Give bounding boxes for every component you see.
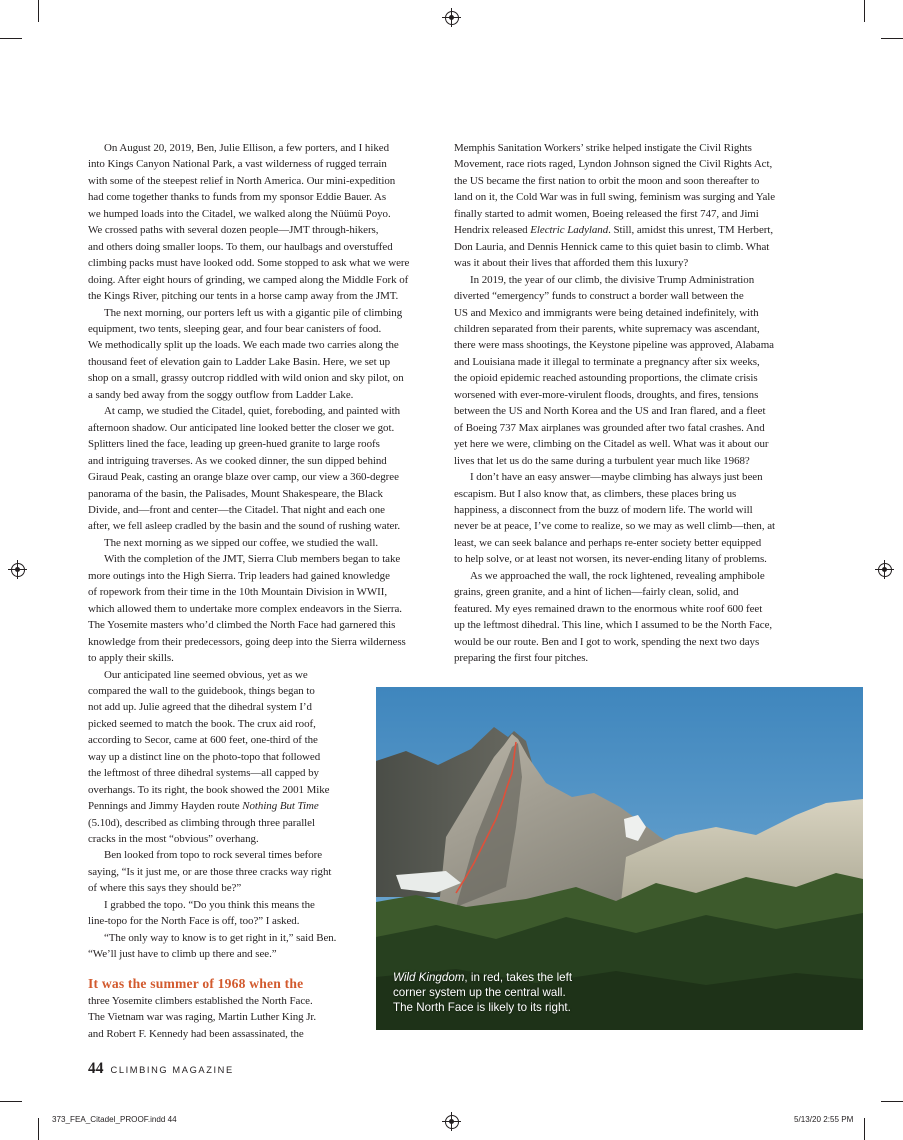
crop-mark	[0, 38, 22, 39]
text-line: corner system up the central wall.	[393, 986, 566, 1000]
text-line: As we approached the wall, the rock lightened, revealing amphibole	[470, 569, 765, 582]
text-line: after, we fell asleep cradled by the basin and the sound of rushing water.	[88, 520, 401, 533]
article-right-column	[454, 140, 810, 667]
text-line: we humped loads into the Citadel, we walked along the Nüümü Poyo.	[88, 207, 391, 220]
text-line: featured. My eyes remained drawn to the enormous white roof 600 feet	[454, 602, 763, 615]
citadel-photo	[376, 687, 863, 1030]
text-line: The Vietnam war was raging, Martin Luther King Jr.	[88, 1011, 317, 1024]
text-line: I don’t have an easy answer—maybe climbing has always just been	[470, 471, 763, 484]
crop-mark	[864, 1118, 865, 1140]
text-line: preparing the first four pitches.	[454, 652, 589, 665]
text-line: cracks in the most “obvious” overhang.	[88, 833, 259, 846]
text-line: Divide, and—front and center—the Citadel. That night and each one	[88, 503, 385, 516]
crop-mark	[881, 1101, 903, 1102]
crop-mark	[864, 0, 865, 22]
text-line: overhangs. To its right, the book showed the 2001 Mike	[88, 783, 330, 796]
paragraph	[88, 551, 433, 666]
text-line: Don Lauria, and Dennis Hennick came to this quiet basin to climb. What	[454, 240, 770, 253]
photo-caption	[393, 970, 572, 1016]
text-line: escapism. But I also know that, as climbers, these places bring us	[454, 487, 737, 500]
text-line: which allowed them to undertake more complex endeavors in the Sierra.	[88, 602, 402, 615]
paragraph	[454, 140, 810, 272]
text-line: lives that let us do the same during a turbulent year much like 1968?	[454, 454, 750, 467]
text-line: finally started to admit women, Boeing released the first 747, and Jimi	[454, 207, 759, 220]
page-number: 44	[88, 1060, 104, 1077]
registration-mark-icon	[445, 11, 459, 25]
text-line: into Kings Canyon National Park, a vast wilderness of rugged terrain	[88, 158, 387, 171]
text-line: was it about their lives that afforded them this luxury?	[454, 257, 689, 270]
text-line: Giraud Peak, casting an orange blaze over camp, our view a 360-degree	[88, 471, 399, 484]
text-line: picked seemed to match the book. The crux aid roof,	[88, 717, 316, 730]
text-line: saying, “Is it just me, or are those three cracks way right	[88, 865, 332, 878]
text-line: panorama of the basin, the Palisades, Mount Shakespeare, the Black	[88, 487, 383, 500]
slug-date: 5/13/20 2:55 PM	[794, 1115, 854, 1124]
text-line: diverted “emergency” funds to construct a border wall between the	[454, 290, 744, 303]
text-line: the leftmost of three dihedral systems—all capped by	[88, 767, 319, 780]
text-line: In 2019, the year of our climb, the divisive Trump Administration	[470, 273, 755, 286]
text-line: least, we can seek balance and perhaps re-enter society better equipped	[454, 536, 762, 549]
text-line: knowledge from their predecessors, going deep into the Sierra wilderness	[88, 635, 406, 648]
paragraph	[454, 272, 810, 469]
text-line: and intriguing traverses. As we cooked dinner, the sun dipped behind	[88, 454, 387, 467]
text-line: On August 20, 2019, Ben, Julie Ellison, a few porters, and I hiked	[104, 142, 389, 154]
text-line: “The only way to know is to get right in it,” said Ben.	[104, 931, 337, 944]
crop-mark	[38, 1118, 39, 1140]
text-line: shop on a small, grassy outcrop riddled with wild onion and sky pilot, on	[88, 372, 404, 385]
text-line: We methodically split up the loads. We each made two carries along the	[88, 339, 399, 352]
crop-mark	[38, 0, 39, 22]
paragraph	[88, 403, 433, 535]
text-line: Memphis Sanitation Workers’ strike helped instigate the Civil Rights	[454, 142, 752, 154]
text-line: At camp, we studied the Citadel, quiet, foreboding, and painted with	[104, 405, 401, 418]
paragraph	[88, 140, 433, 305]
text-line: and Louisiana made it illegal to terminate a pregnancy after six weeks,	[454, 355, 760, 368]
text-line: I grabbed the topo. “Do you think this means the	[104, 898, 315, 911]
text-line: Movement, race riots raged, Lyndon Johnson signed the Civil Rights Act,	[454, 158, 773, 171]
text-line: equipment, two tents, sleeping gear, and four bear canisters of food.	[88, 322, 382, 335]
registration-mark-icon	[445, 1115, 459, 1129]
text-line: climbing packs must have looked odd. Some stopped to ask what we were	[88, 257, 410, 270]
text-line: The next morning, our porters left us with a gigantic pile of climbing	[104, 306, 403, 319]
text-line: The North Face is likely to its right.	[393, 1001, 571, 1015]
text-line: of Boeing 737 Max airplanes was grounded after two fatal crashes. And	[454, 421, 765, 434]
text-line: three Yosemite climbers established the North Face.	[88, 994, 313, 1007]
text-line: The Yosemite masters who’d climbed the North Face had garnered this	[88, 619, 396, 632]
text-line: of ropework from their time in the 10th Mountain Division in WWII,	[88, 586, 388, 599]
paragraph	[454, 469, 810, 568]
text-line: Ben looked from topo to rock several times before	[104, 849, 323, 862]
paragraph	[88, 305, 433, 404]
text-line: to apply their skills.	[88, 652, 174, 665]
paragraph	[88, 535, 433, 551]
text-line: had come together thanks to funds from my sponsor Eddie Bauer. As	[88, 191, 387, 204]
text-line: The next morning as we sipped our coffee, we studied the wall.	[104, 536, 379, 549]
section-lead-in: It was the summer of 1968 when the	[88, 975, 304, 991]
text-line: to help solve, or at least not worsen, its never-ending litany of problems.	[454, 553, 767, 566]
text-line: doing. After eight hours of grinding, we camped along the Middle Fork of	[88, 273, 409, 286]
text-line: the US became the first nation to orbit the moon and soon thereafter to	[454, 174, 760, 187]
registration-mark-icon	[11, 563, 25, 577]
text-line: never be at peace, I’ve come to realize, so we may as well climb—then, at	[454, 520, 775, 533]
crop-mark	[0, 1101, 22, 1102]
text-line: “We’ll just have to climb up there and see.”	[88, 948, 277, 961]
text-line: land on it, the Cold War was in full swing, feminism was surging and Yale	[454, 191, 776, 204]
text-line: would be our route. Ben and I got to work, spending the next two days	[454, 635, 760, 648]
text-line: not add up. Julie agreed that the dihedral system I’d	[88, 701, 312, 714]
text-line: there were mass shootings, the Keystone pipeline was approved, Alabama	[454, 339, 774, 352]
text-line: and Robert F. Kennedy had been assassinated, the	[88, 1027, 304, 1040]
text-line: according to Secor, came at 600 feet, one-third of the	[88, 734, 318, 747]
text-line: US and Mexico and immigrants were being detained indefinitely, with	[454, 306, 759, 319]
text-line: between the US and North Korea and the US and Iran flared, and a fleet	[454, 405, 766, 418]
crop-mark	[881, 38, 903, 39]
text-line: thousand feet of elevation gain to Ladder Lake Basin. Here, we set up	[88, 355, 391, 368]
registration-mark-icon	[878, 563, 892, 577]
text-line: Our anticipated line seemed obvious, yet as we	[104, 668, 308, 681]
text-line: a sandy bed away from the soggy outflow from Ladder Lake.	[88, 388, 354, 401]
text-line: yet here we were, climbing on the Citadel as well. What was it about our	[454, 438, 769, 451]
paragraph	[454, 568, 810, 667]
text-line: (5.10d), described as climbing through three parallel	[88, 816, 315, 829]
text-line: We crossed paths with several dozen people—JMT through-hikers,	[88, 224, 379, 237]
text-line: up the leftmost dihedral. This line, which I assumed to be the North Face,	[454, 619, 773, 632]
text-line: grains, green granite, and a hint of lichen—fairly clean, solid, and	[454, 586, 739, 599]
text-line: more outings into the High Sierra. Trip leaders had gained knowledge	[88, 569, 390, 582]
text-line: With the completion of the JMT, Sierra Club members began to take	[104, 553, 401, 566]
text-line: Hendrix released Electric Ladyland. Still, amidst this unrest, TM Herbert,	[454, 224, 774, 237]
text-line: way up a distinct line on the photo-topo that followed	[88, 750, 321, 763]
text-line: the Kings River, pitching our tents in a horse camp away from the JMT.	[88, 290, 399, 303]
text-line: Wild Kingdom, in red, takes the left	[393, 971, 573, 984]
text-line: happiness, a disconnect from the buzz of modern life. The world will	[454, 503, 753, 516]
slug-file-name: 373_FEA_Citadel_PROOF.indd 44	[52, 1115, 177, 1124]
text-line: children separated from their parents, white supremacy was ascendant,	[454, 322, 760, 335]
text-line: worsened with ever-more-virulent floods, droughts, and fires, tensions	[454, 388, 759, 401]
text-line: compared the wall to the guidebook, things began to	[88, 684, 315, 697]
text-line: afternoon shadow. Our anticipated line looked better the closer we got.	[88, 421, 395, 434]
text-line: Splitters lined the face, leading up green-hued granite to large roofs	[88, 438, 380, 451]
text-line: Pennings and Jimmy Hayden route Nothing But Time	[88, 800, 319, 813]
text-line: the opioid epidemic reached astounding proportions, the climate crisis	[454, 372, 758, 385]
text-line: of where this says they should be?”	[88, 882, 242, 895]
text-line: and others doing smaller loops. To them, our haulbags and overstuffed	[88, 240, 393, 253]
text-line: line-topo for the North Face is off, too?” I asked.	[88, 915, 300, 928]
folio	[88, 1060, 234, 1078]
text-line: with some of the steepest relief in North America. Our mini-expedition	[88, 174, 396, 187]
magazine-name: CLIMBING MAGAZINE	[110, 1065, 234, 1075]
